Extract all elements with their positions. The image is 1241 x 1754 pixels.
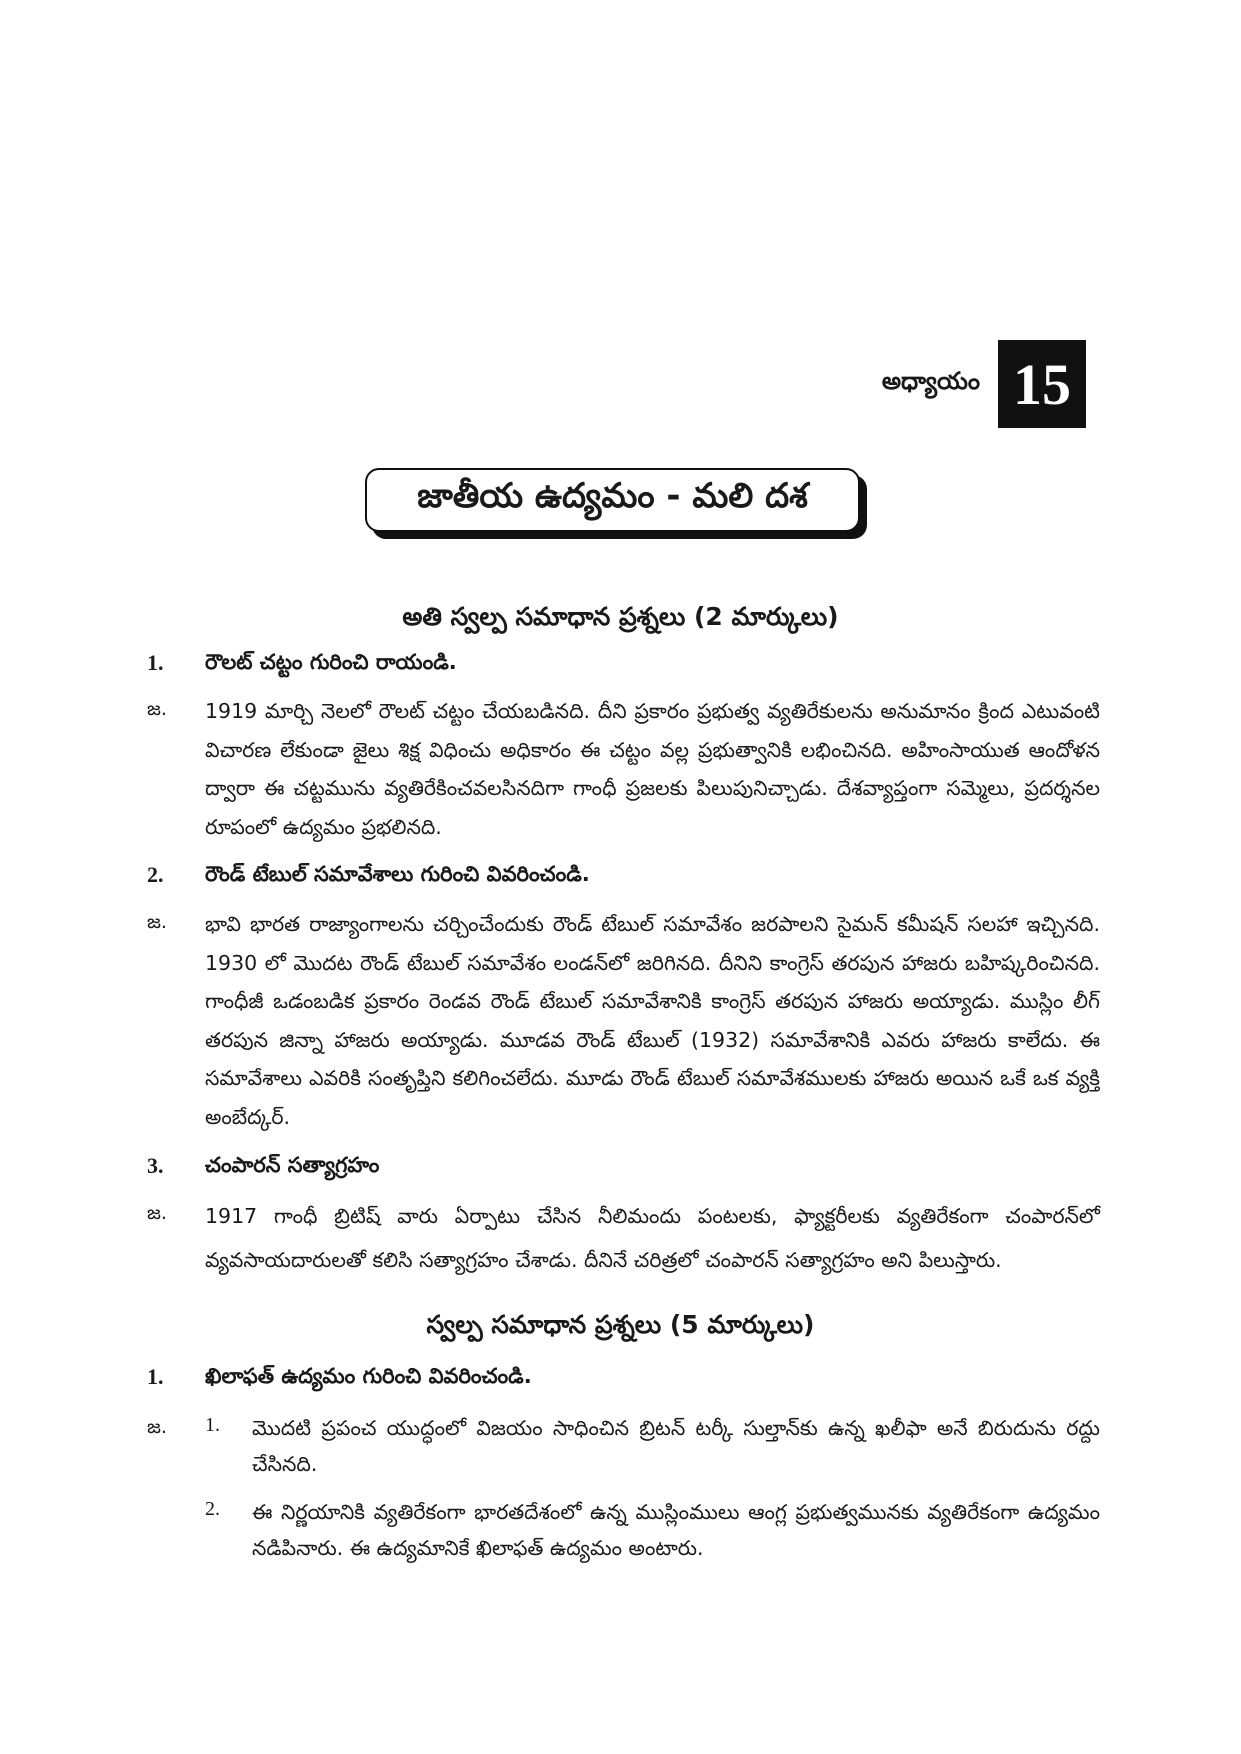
answer-mark: జ.: [147, 911, 167, 933]
question-number: 1.: [147, 1364, 164, 1389]
point-text: మొదటి ప్రపంచ యుద్ధంలో విజయం సాధించిన బ్రిటన్ టర్కీ సుల్తాన్‌కు ఉన్న ఖలీఫా అనే బిరుదును రద్దు చేసినది.: [252, 1416, 1100, 1476]
section-heading-2-marks: అతి స్వల్ప సమాధాన ప్రశ్నలు (2 మార్కులు): [402, 602, 839, 631]
question-text: రౌలట్ చట్టం గురించి రాయండి.: [205, 650, 457, 674]
chapter-title-box: [365, 468, 860, 532]
answer-mark: జ.: [147, 698, 167, 720]
question-text: రౌండ్ టేబుల్ సమావేశాలు గురించి వివరించండి.: [205, 862, 590, 886]
answer-text: 1919 మార్చి నెలలో రౌలట్ చట్టం చేయబడినది. దీని ప్రకారం ప్రభుత్వ వ్యతిరేకులను అనుమానం క్రింద ఎటువంటి విచారణ లేకుండా జైలు శిక్ష విధించు అధికారం ఈ చట్టం వల్ల ప్రభుత్వానికి లభించినది. అహింసాయుత ఆందోళన ద్వారా ఈ చట్టమును వ్యతిరేకించవలసినదిగా గాంధీ ప్రజలకు పిలుపునిచ్చాడు. దేశవ్యాప్తంగా సమ్మెలు, ప్రదర్శనల రూపంలో ఉద్యమం ప్రభలినది.: [205, 699, 1100, 839]
point-number: 1.: [205, 1414, 220, 1436]
answer-mark: జ.: [147, 1202, 167, 1224]
chapter-number-badge: 15: [998, 340, 1086, 428]
question-text: ఖిలాఫత్ ఉద్యమం గురించి వివరించండి.: [205, 1364, 532, 1388]
answer-text: భావి భారత రాజ్యాంగాలను చర్చించేందుకు రౌండ్ టేబుల్ సమావేశం జరపాలని సైమన్ కమీషన్ సలహా ఇచ్చినది. 1930 లో మొదట రౌండ్ టేబుల్ సమావేశం లండన్‌లో జరిగినది. దీనిని కాంగ్రెస్ తరపున హాజరు బహిష్కరించినది. గాంధీజీ ఒడంబడిక ప్రకారం రెండవ రౌండ్ టేబుల్ సమావేశానికి కాంగ్రెస్ తరపున హాజరు అయ్యాడు. ముస్లిం లీగ్ తరపున జిన్నా హాజరు అయ్యాడు. మూడవ రౌండ్ టేబుల్ (1932) సమావేశానికి ఎవరు హాజరు కాలేదు. ఈ సమావేశాలు ఎవరికి సంతృప్తిని కలిగించలేదు. మూడు రౌండ్ టేబుల్ సమావేశములకు హాజరు అయిన ఒకే ఒక వ్యక్తి అంబేద్కర్.: [205, 912, 1100, 1129]
question-text: చంపారన్ సత్యాగ్రహం: [205, 1153, 380, 1177]
answer-text: 1917 గాంధీ బ్రిటిష్ వారు ఏర్పాటు చేసిన నీలిమందు పంటలకు, ఫ్యాక్టరీలకు వ్యతిరేకంగా చంపారన్‌లో వ్యవసాయదారులతో కలిసి సత్యాగ్రహం చేశాడు. దీనినే చరిత్రలో చంపారన్ సత్యాగ్రహం అని పిలుస్తారు.: [205, 1204, 1100, 1272]
question-number: 3.: [147, 1153, 164, 1178]
question-number: 2.: [147, 862, 164, 887]
point-text: ఈ నిర్ణయానికి వ్యతిరేకంగా భారతదేశంలో ఉన్న ముస్లింములు ఆంగ్ల ప్రభుత్వమునకు వ్యతిరేకంగా ఉద్యమం నడిపినారు. ఈ ఉద్యమానికే ఖిలాఫత్ ఉద్యమం అంటారు.: [252, 1500, 1100, 1560]
chapter-title: జాతీయ ఉద్యమం - మలి దశ: [365, 468, 860, 532]
point-number: 2.: [205, 1498, 220, 1520]
chapter-label: అధ్యాయం: [881, 367, 980, 395]
answer-mark: జ.: [147, 1416, 167, 1438]
question-number: 1.: [147, 650, 164, 675]
section-heading-5-marks: స్వల్ప సమాధాన ప్రశ్నలు (5 మార్కులు): [426, 1310, 815, 1339]
chapter-header: [882, 340, 1086, 428]
